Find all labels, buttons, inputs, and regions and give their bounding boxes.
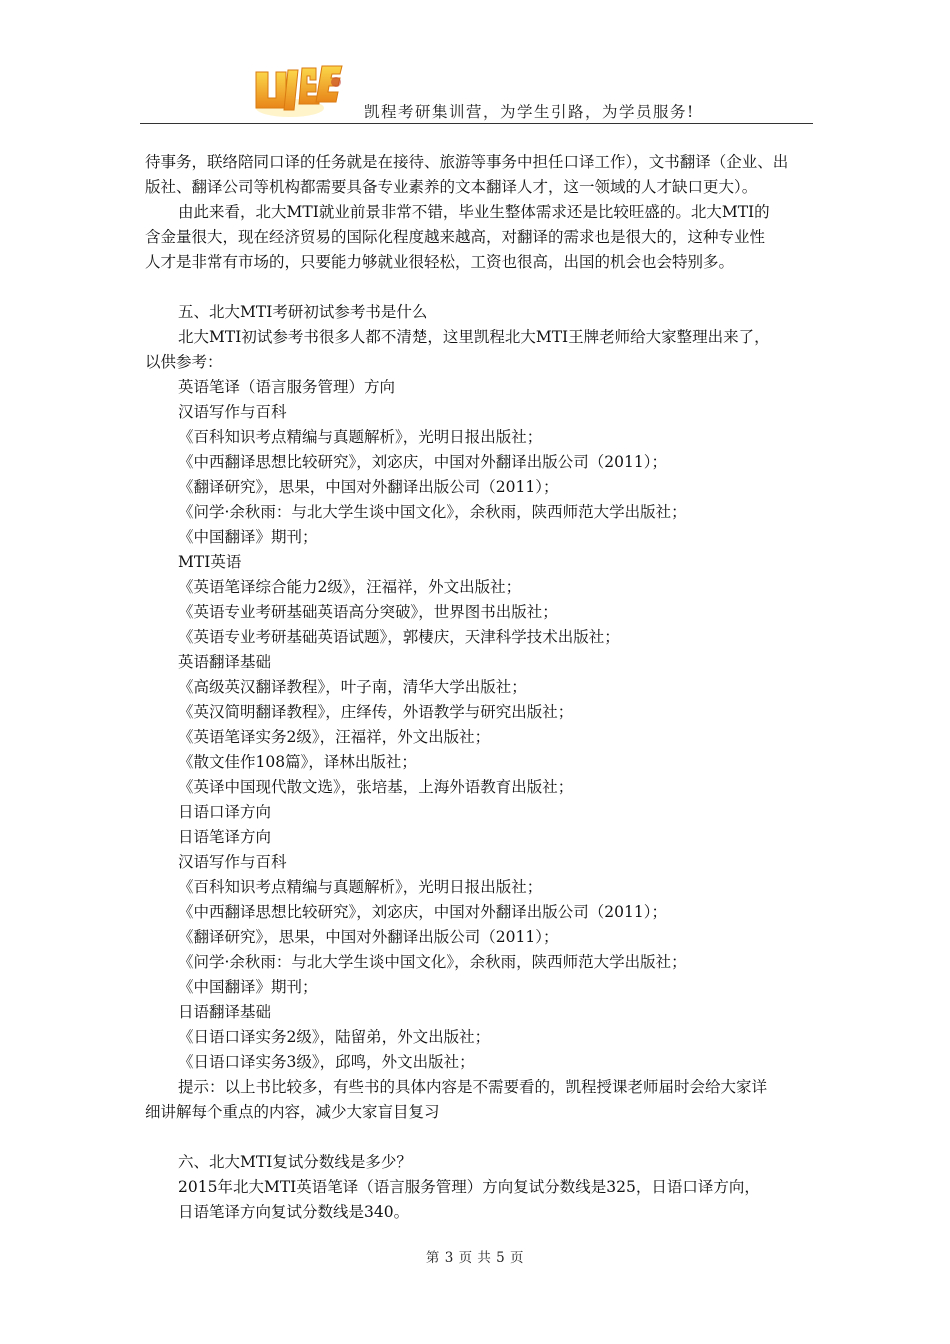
text-line: 2015年北大MTI英语笔译（语言服务管理）方向复试分数线是325，日语口译方向， (178, 1178, 760, 1196)
text-line: 《问学·余秋雨：与北大学生谈中国文化》，余秋雨，陕西师范大学出版社； (178, 953, 687, 971)
text-line: 《英语笔译实务2级》，汪福祥，外文出版社； (178, 728, 491, 746)
text-line: 汉语写作与百科 (178, 853, 287, 871)
text-line: 《翻译研究》，思果，中国对外翻译出版公司（2011）； (178, 928, 559, 946)
text-line: 版社、翻译公司等机构都需要具备专业素养的文本翻译人才，这一领域的人才缺口更大）。 (145, 178, 758, 196)
header-slogan: 凯程考研集训营，为学生引路，为学员服务! (364, 103, 695, 121)
text-line: 日语笔译方向复试分数线是340。 (178, 1203, 410, 1221)
text-line: 《日语口译实务2级》，陆留弟，外文出版社； (178, 1028, 491, 1046)
text-line: 《中国翻译》期刊； (178, 978, 318, 996)
text-line: 《中西翻译思想比较研究》，刘宓庆，中国对外翻译出版公司（2011）； (178, 903, 667, 921)
paragraph-spacer (145, 1125, 813, 1150)
text-line: 待事务，联络陪同口译的任务就是在接待、旅游等事务中担任口译工作），文书翻译（企业、出 (145, 153, 789, 171)
paragraph-spacer (145, 275, 813, 300)
text-line: 细讲解每个重点的内容，减少大家盲目复习 (145, 1103, 440, 1121)
text-line: 《英译中国现代散文选》，张培基，上海外语教育出版社； (178, 778, 574, 796)
text-line: 《英语专业考研基础英语试题》，郭棲庆，天津科学技术出版社； (178, 628, 620, 646)
text-line: 含金量很大，现在经济贸易的国际化程度越来越高，对翻译的需求也是很大的，这种专业性 (145, 228, 766, 246)
text-line: 《百科知识考点精编与真题解析》，光明日报出版社； (178, 428, 543, 446)
document-body (145, 150, 813, 1225)
text-line: 由此来看，北大MTI就业前景非常不错，毕业生整体需求还是比较旺盛的。北大MTI的 (178, 203, 770, 221)
text-line: 提示：以上书比较多，有些书的具体内容是不需要看的，凯程授课老师届时会给大家详 (178, 1078, 768, 1096)
text-line: 五、北大MTI考研初试参考书是什么 (178, 303, 428, 321)
text-line: 《中国翻译》期刊； (178, 528, 318, 546)
text-line: 《高级英汉翻译教程》，叶子南，清华大学出版社； (178, 678, 527, 696)
text-line: 《英语专业考研基础英语高分突破》，世界图书出版社； (178, 603, 558, 621)
text-line: 《百科知识考点精编与真题解析》，光明日报出版社； (178, 878, 543, 896)
text-line: 英语翻译基础 (178, 653, 272, 671)
header-divider (140, 123, 813, 124)
page-number: 第 3 页 共 5 页 (425, 1250, 525, 1266)
text-line: 《中西翻译思想比较研究》，刘宓庆，中国对外翻译出版公司（2011）； (178, 453, 667, 471)
text-line: 六、北大MTI复试分数线是多少？ (178, 1153, 412, 1171)
text-line: 《英语笔译综合能力2级》，汪福祥，外文出版社； (178, 578, 522, 596)
text-line: 人才是非常有市场的，只要能力够就业很轻松，工资也很高，出国的机会也会特别多。 (145, 253, 735, 271)
text-line: 《问学·余秋雨：与北大学生谈中国文化》，余秋雨，陕西师范大学出版社； (178, 503, 687, 521)
text-line: 《英汉简明翻译教程》，庄绎传，外语教学与研究出版社； (178, 703, 574, 721)
text-line: 《翻译研究》，思果，中国对外翻译出版公司（2011）； (178, 478, 559, 496)
text-line: 日语笔译方向 (178, 828, 272, 846)
text-line: 北大MTI初试参考书很多人都不清楚，这里凯程北大MTI王牌老师给大家整理出来了， (178, 328, 770, 346)
text-line: 《日语口译实务3级》，邱鸣，外文出版社； (178, 1053, 475, 1071)
text-line: 日语口译方向 (178, 803, 272, 821)
kaicheng-logo (250, 62, 348, 122)
text-line: 《散文佳作108篇》，译林出版社； (178, 753, 417, 771)
text-line: 汉语写作与百科 (178, 403, 287, 421)
text-line: 日语翻译基础 (178, 1003, 272, 1021)
text-line: 英语笔译（语言服务管理）方向 (178, 378, 396, 396)
text-line: 以供参考： (145, 353, 223, 371)
text-line: MTI英语 (178, 553, 242, 571)
